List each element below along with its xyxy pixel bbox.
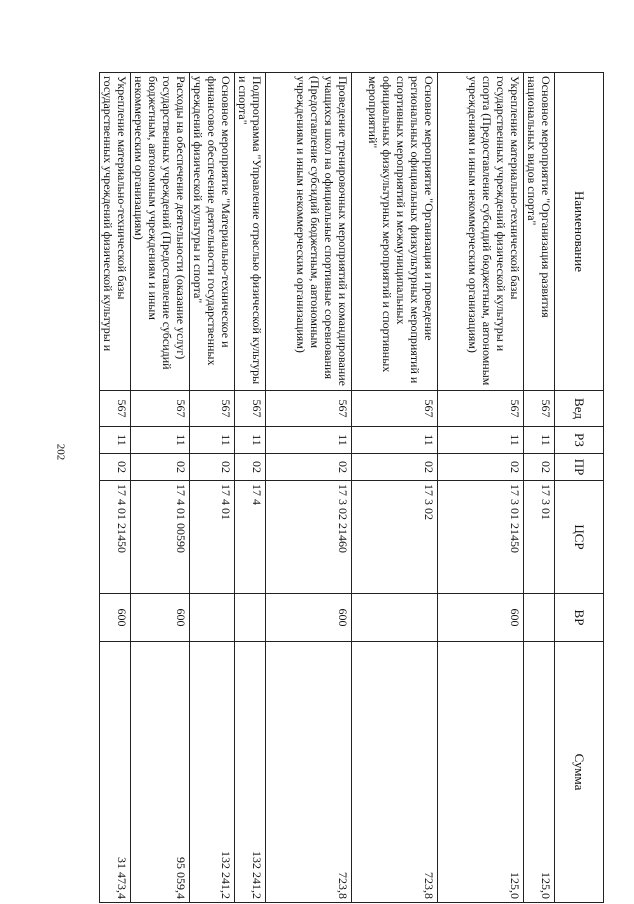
cell-vr: 600 bbox=[266, 594, 352, 642]
cell-ved: 567 bbox=[266, 391, 352, 427]
cell-pr: 02 bbox=[352, 454, 438, 481]
cell-name: Основное мероприятие "Организация развития национальных видов спорта" bbox=[524, 73, 555, 391]
cell-sum: 95 059,4 bbox=[131, 642, 190, 903]
cell-rz: 11 bbox=[131, 427, 190, 454]
table-row bbox=[266, 73, 352, 903]
cell-sum: 723,8 bbox=[352, 642, 438, 903]
header-sum: Сумма bbox=[555, 642, 604, 903]
cell-pr: 02 bbox=[235, 454, 266, 481]
cell-name: Проведение тренировочных мероприятий и командирование учащихся школ на официальные спортивные соревнования (Предоставление субсидий бюджетным, автономным учреждениям и иным некоммерческим организациям) bbox=[266, 73, 352, 391]
cell-vr: 600 bbox=[100, 594, 131, 642]
cell-csr: 17 3 02 bbox=[352, 481, 438, 594]
cell-rz: 11 bbox=[190, 427, 235, 454]
cell-pr: 02 bbox=[100, 454, 131, 481]
header-pr: ПР bbox=[555, 454, 604, 481]
cell-ved: 567 bbox=[235, 391, 266, 427]
table-row bbox=[235, 73, 266, 903]
cell-sum: 125,0 bbox=[524, 642, 555, 903]
cell-csr: 17 3 01 bbox=[524, 481, 555, 594]
cell-pr: 02 bbox=[524, 454, 555, 481]
cell-csr: 17 4 bbox=[235, 481, 266, 594]
header-ved: Вед bbox=[555, 391, 604, 427]
cell-name: Укрепление материально-технической базы государственных учреждений физической культуры и bbox=[100, 73, 131, 391]
table-row bbox=[131, 73, 190, 903]
cell-vr bbox=[235, 594, 266, 642]
cell-name: Основное мероприятие "Материально-техническое и финансовое обеспечение деятельности государственных учреждений физической культуры и спорта" bbox=[190, 73, 235, 391]
cell-name: Основное мероприятие "Организация и проведение региональных официальных физкультурных мероприятий и спортивных мероприятий и межмуниципальных официальных физкультурных мероприятий и спортивных мероприятий" bbox=[352, 73, 438, 391]
cell-rz: 11 bbox=[438, 427, 524, 454]
header-name: Наименование bbox=[555, 73, 604, 391]
cell-csr: 17 4 01 00590 bbox=[131, 481, 190, 594]
cell-ved: 567 bbox=[438, 391, 524, 427]
cell-sum: 125,0 bbox=[438, 642, 524, 903]
header-csr: ЦСР bbox=[555, 481, 604, 594]
header-rz: РЗ bbox=[555, 427, 604, 454]
cell-vr bbox=[352, 594, 438, 642]
cell-csr: 17 4 01 21450 bbox=[100, 481, 131, 594]
table-row bbox=[438, 73, 524, 903]
cell-ved: 567 bbox=[524, 391, 555, 427]
cell-csr: 17 3 01 21450 bbox=[438, 481, 524, 594]
cell-vr bbox=[524, 594, 555, 642]
cell-csr: 17 3 02 21460 bbox=[266, 481, 352, 594]
cell-rz: 11 bbox=[524, 427, 555, 454]
header-vr: ВР bbox=[555, 594, 604, 642]
cell-pr: 02 bbox=[131, 454, 190, 481]
cell-sum: 132 241,2 bbox=[235, 642, 266, 903]
budget-table bbox=[99, 72, 604, 903]
cell-rz: 11 bbox=[100, 427, 131, 454]
cell-vr: 600 bbox=[438, 594, 524, 642]
cell-name: Расходы на обеспечение деятельности (оказание услуг) государственных учреждений (Предоставление субсидий бюджетным, автономным учреждениям и иным некоммерческим организациям) bbox=[131, 73, 190, 391]
cell-ved: 567 bbox=[131, 391, 190, 427]
header-row bbox=[555, 73, 604, 903]
cell-pr: 02 bbox=[438, 454, 524, 481]
cell-sum: 723,8 bbox=[266, 642, 352, 903]
cell-rz: 11 bbox=[235, 427, 266, 454]
cell-ved: 567 bbox=[352, 391, 438, 427]
table-row bbox=[190, 73, 235, 903]
cell-rz: 11 bbox=[352, 427, 438, 454]
cell-name: Укрепление материально-технической базы государственных учреждений физической культуры и спорта (Предоставление субсидий бюджетным, автономным учреждениям и иным некоммерческим организациям) bbox=[438, 73, 524, 391]
cell-csr: 17 4 01 bbox=[190, 481, 235, 594]
cell-name: Подпрограмма "Управление отраслью физической культуры и спорта" bbox=[235, 73, 266, 391]
cell-pr: 02 bbox=[266, 454, 352, 481]
page-number: 202 bbox=[54, 443, 67, 461]
cell-ved: 567 bbox=[190, 391, 235, 427]
cell-rz: 11 bbox=[266, 427, 352, 454]
table-row bbox=[524, 73, 555, 903]
cell-ved: 567 bbox=[100, 391, 131, 427]
rotated-page bbox=[94, 72, 604, 902]
cell-pr: 02 bbox=[190, 454, 235, 481]
table-row bbox=[100, 73, 131, 903]
table-row bbox=[352, 73, 438, 903]
cell-sum: 132 241,2 bbox=[190, 642, 235, 903]
cell-sum: 31 473,4 bbox=[100, 642, 131, 903]
cell-vr: 600 bbox=[131, 594, 190, 642]
cell-vr bbox=[190, 594, 235, 642]
